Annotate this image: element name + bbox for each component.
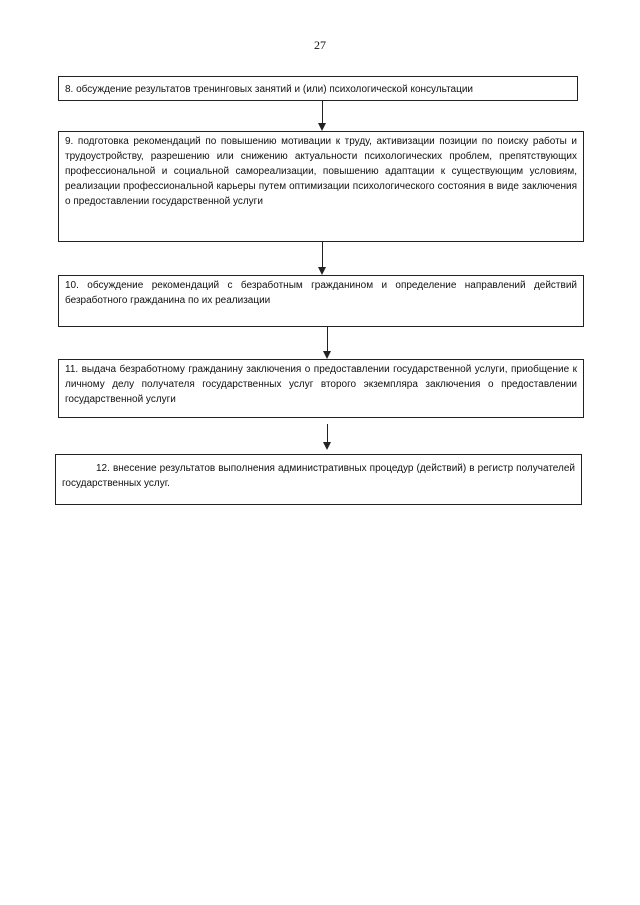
flow-step-9-text: 9. подготовка рекомендаций по повышению мотивации к труду, активизации позиции по поиску работы и трудоустройству, разрешению или снижению актуальности психологических проблем, препятствующих профессиональной и социальной самореализации, повышению адаптации к существующим условиям, реализации профессиональной карьеры путем оптимизации психологического состояния в виде заключения о предоставлении государственной услуги [65,136,577,207]
flow-step-8 [58,76,578,101]
arrow-down-icon [318,101,328,131]
arrow-down-icon [318,242,328,275]
flow-step-11 [58,359,584,418]
flow-step-12-text: 12. внесение результатов выполнения административных процедур (действий) в регистр получателей государственных услуг. [62,463,575,489]
arrow-down-icon [323,424,333,450]
arrow-down-icon [323,327,333,359]
flow-step-8-text: 8. обсуждение результатов тренинговых занятий и (или) психологической консультации [65,84,474,95]
page-number: 27 [314,38,326,52]
flow-step-10-text: 10. обсуждение рекомендаций с безработным гражданином и определение направлений действий безработного гражданина по их реализации [65,280,577,306]
flow-step-12 [55,454,582,505]
flow-step-11-text: 11. выдача безработному гражданину заключения о предоставлении государственной услуги, приобщение к личному делу получателя государственных услуг второго экземпляра заключения о предоставлении государственной услуги [65,364,577,405]
flow-step-10 [58,275,584,327]
flow-step-9 [58,131,584,242]
